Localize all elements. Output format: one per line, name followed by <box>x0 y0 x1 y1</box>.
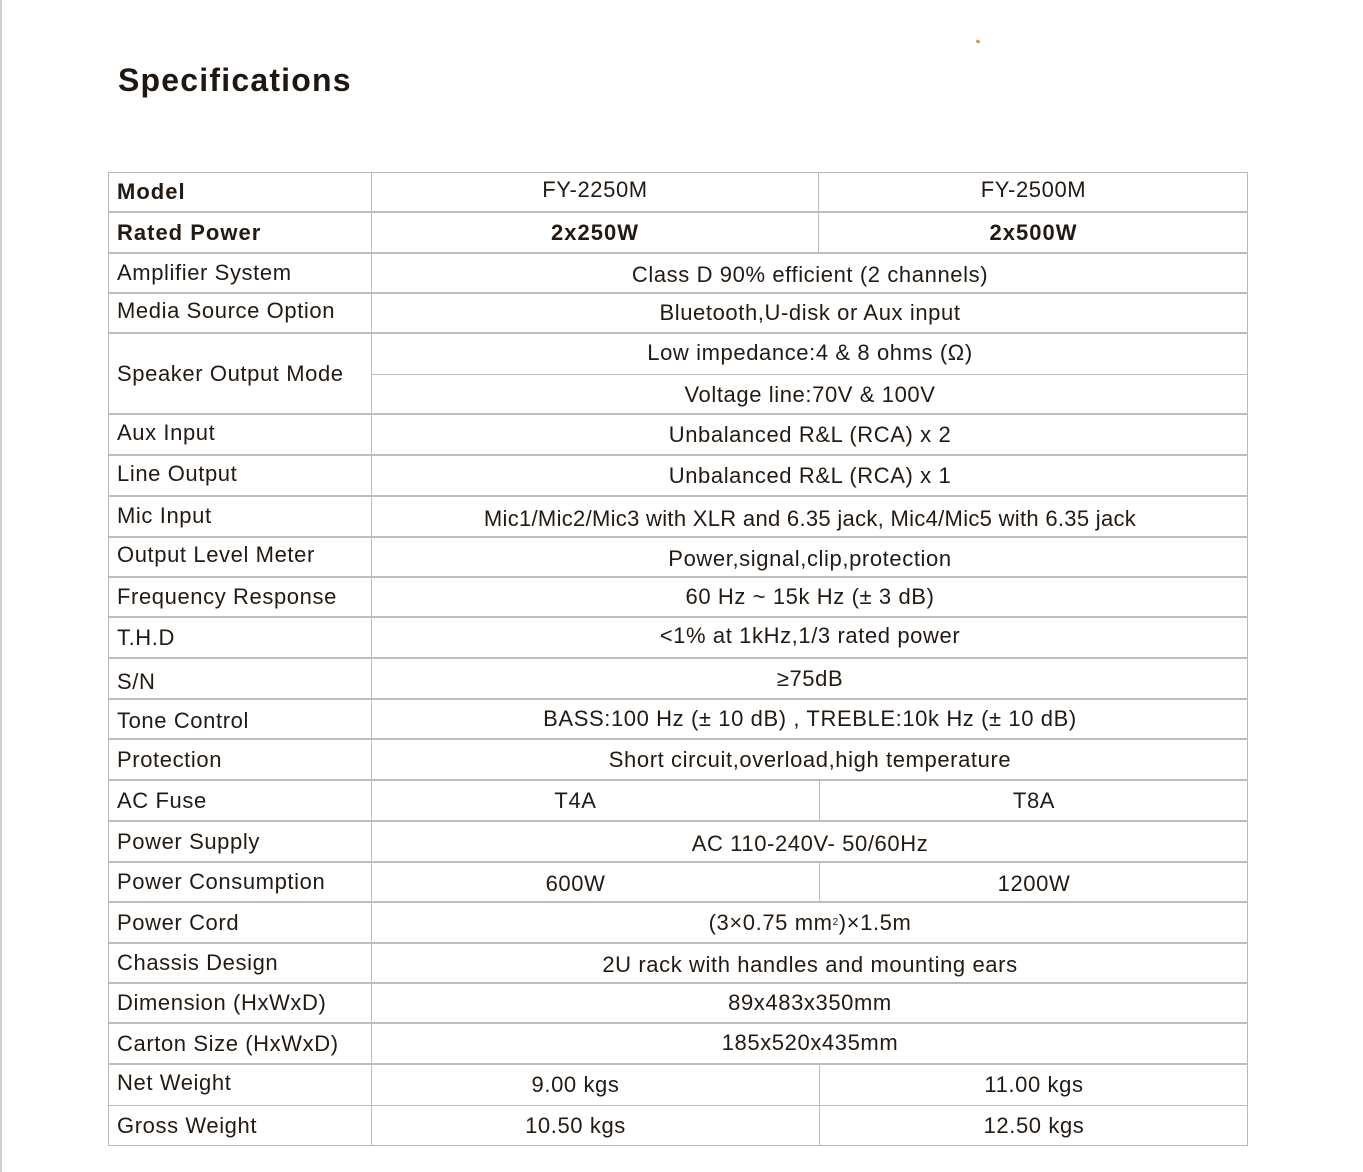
row-label: Aux Input <box>109 415 372 454</box>
speaker-output-low-impedance: Low impedance:4 & 8 ohms (Ω) <box>372 334 1248 375</box>
table-row-power-consumption <box>109 863 1248 903</box>
row-label: S/N <box>109 659 372 698</box>
row-label: Net Weight <box>109 1065 372 1105</box>
carton-size-value: 185x520x435mm <box>721 1029 899 1055</box>
row-label: Line Output <box>109 456 372 495</box>
protection-value: Short circuit,overload,high temperature <box>608 746 1012 772</box>
rated-power-b-value: 2x500W <box>989 219 1078 245</box>
row-label: Chassis Design <box>109 944 372 982</box>
row-label: Speaker Output Mode <box>109 334 372 413</box>
sn-value: ≥75dB <box>776 665 844 691</box>
table-row-amplifier-system <box>109 254 1248 294</box>
gross-weight-a-value: 10.50 kgs <box>372 1106 820 1146</box>
row-label: Power Consumption <box>109 863 372 901</box>
power-consumption-b-value: 1200W <box>997 871 1071 896</box>
table-row-chassis-design <box>109 944 1248 984</box>
table-row-ac-fuse <box>109 781 1248 822</box>
model-a-value: FY-2250M <box>372 173 819 211</box>
amplifier-system-value: Class D 90% efficient (2 channels) <box>631 262 989 287</box>
table-row-speaker-output-mode <box>109 334 1248 415</box>
dimension-value: 89x483x350mm <box>728 990 892 1015</box>
row-label: Output Level Meter <box>109 538 372 576</box>
page-title: Specifications <box>118 62 352 98</box>
specifications-table <box>108 172 1248 1146</box>
row-label: Frequency Response <box>109 578 372 616</box>
accent-mark <box>976 39 981 44</box>
row-label: T.H.D <box>109 618 372 657</box>
gross-weight-b-value: 12.50 kgs <box>983 1113 1085 1138</box>
table-row-line-output <box>109 456 1248 497</box>
table-row-tone-control <box>109 700 1248 740</box>
table-row-mic-input <box>109 497 1248 538</box>
model-b-value: FY-2500M <box>980 177 1087 202</box>
page-left-border <box>0 0 2 1172</box>
speaker-output-voltage-line: Voltage line:70V & 100V <box>684 382 936 407</box>
power-consumption-a-value: 600W <box>372 863 820 901</box>
power-cord-suffix: )×1.5m <box>838 909 912 935</box>
table-row-media-source <box>109 294 1248 334</box>
power-cord-value <box>372 903 1248 942</box>
table-row-aux-input <box>109 415 1248 456</box>
row-label: Rated Power <box>109 213 372 252</box>
table-row-frequency-response <box>109 578 1248 618</box>
mic-input-value: Mic1/Mic2/Mic3 with XLR and 6.35 jack, Mic4/Mic5 with 6.35 jack <box>483 505 1137 531</box>
table-row-thd <box>109 618 1248 659</box>
table-row-power-supply <box>109 822 1248 863</box>
line-output-value: Unbalanced R&L (RCA) x 1 <box>668 462 952 488</box>
thd-value: <1% at 1kHz,1/3 rated power <box>659 622 961 648</box>
frequency-response-value: 60 Hz ~ 15k Hz (± 3 dB) <box>685 584 935 609</box>
table-row-gross-weight <box>109 1106 1248 1146</box>
tone-control-value: BASS:100 Hz (± 10 dB) , TREBLE:10k Hz (± 10 dB) <box>543 706 1077 731</box>
row-label: Carton Size (HxWxD) <box>109 1024 372 1063</box>
table-row-net-weight <box>109 1065 1248 1106</box>
table-row-protection <box>109 740 1248 781</box>
row-label: Power Cord <box>109 903 372 942</box>
chassis-design-value: 2U rack with handles and mounting ears <box>602 952 1018 977</box>
aux-input-value: Unbalanced R&L (RCA) x 2 <box>668 421 952 447</box>
row-label: Mic Input <box>109 497 372 536</box>
table-row-model <box>109 173 1248 213</box>
ac-fuse-b-value: T8A <box>1012 787 1056 813</box>
net-weight-a-value: 9.00 kgs <box>372 1065 820 1105</box>
row-label: Gross Weight <box>109 1106 372 1146</box>
power-cord-prefix: (3×0.75 mm <box>708 909 833 935</box>
row-label: Amplifier System <box>109 254 372 292</box>
table-row-rated-power <box>109 213 1248 254</box>
row-label: Media Source Option <box>109 294 372 332</box>
row-label: AC Fuse <box>109 781 372 820</box>
rated-power-a-value: 2x250W <box>372 213 819 252</box>
table-row-carton-size <box>109 1024 1248 1065</box>
row-label: Power Supply <box>109 822 372 861</box>
media-source-value: Bluetooth,U-disk or Aux input <box>659 300 961 325</box>
output-level-meter-value: Power,signal,clip,protection <box>668 546 952 571</box>
table-row-output-level-meter <box>109 538 1248 578</box>
row-label: Dimension (HxWxD) <box>109 984 372 1022</box>
row-label: Tone Control <box>109 700 372 738</box>
table-row-sn <box>109 659 1248 700</box>
row-label: Protection <box>109 740 372 779</box>
ac-fuse-a-value: T4A <box>372 781 820 820</box>
power-cord-sup: 2 <box>832 917 839 928</box>
power-supply-value: AC 110-240V- 50/60Hz <box>691 830 929 856</box>
table-row-dimension <box>109 984 1248 1024</box>
row-label: Model <box>109 173 372 211</box>
net-weight-b-value: 11.00 kgs <box>984 1072 1084 1097</box>
table-row-power-cord <box>109 903 1248 944</box>
